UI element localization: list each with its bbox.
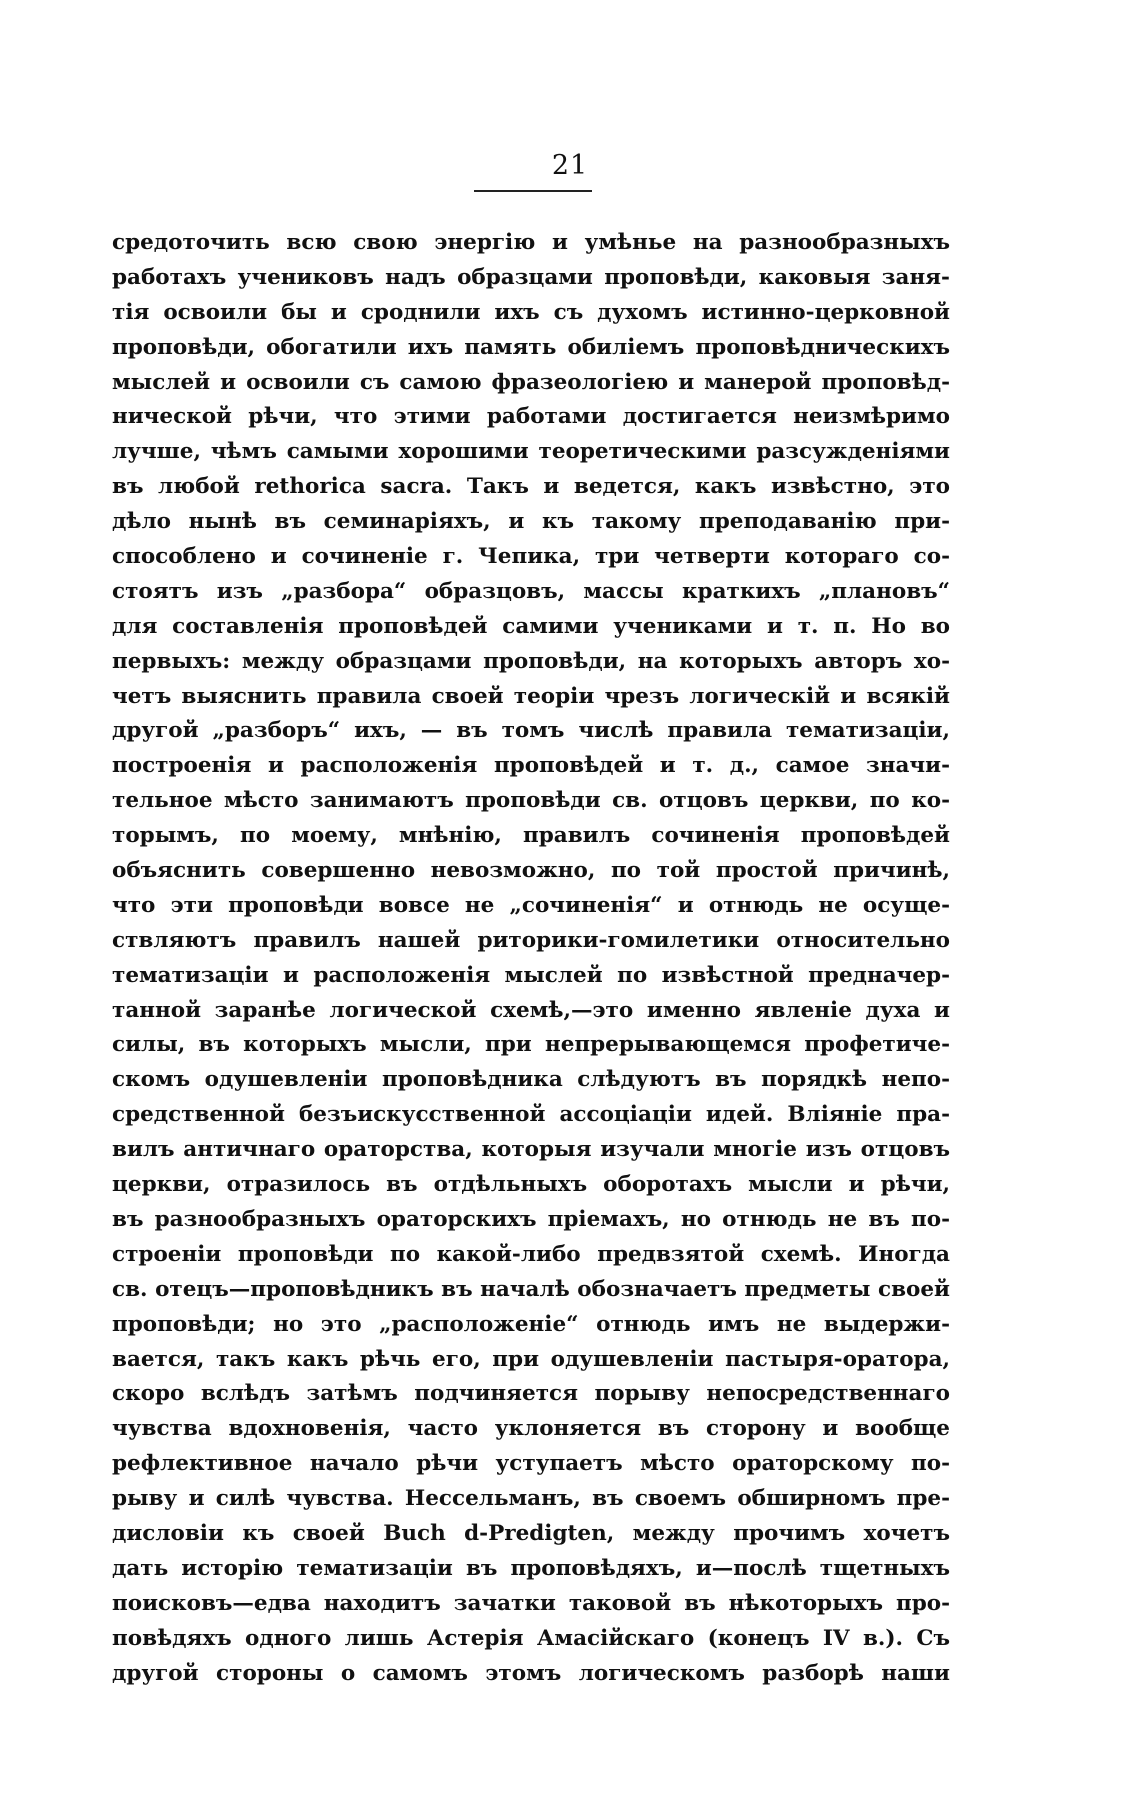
text-line: дать исторію тематизаціи въ проповѣдяхъ, и—послѣ тщетныхъ bbox=[112, 1555, 950, 1581]
text-line: въ любой rethorica sacra. Такъ и ведется, какъ извѣстно, это bbox=[112, 474, 950, 500]
text-line: поисковъ—едва находитъ зачатки таковой въ нѣкоторыхъ про- bbox=[112, 1590, 950, 1616]
text-line: построенія и расположенія проповѣдей и т. д., самое значи- bbox=[112, 753, 950, 779]
text-line: скомъ одушевленіи проповѣдника слѣдуютъ въ порядкѣ непо- bbox=[112, 1067, 950, 1093]
text-line: торымъ, по моему, мнѣнію, правилъ сочиненія проповѣдей bbox=[112, 823, 950, 849]
text-line: мыслей и освоили съ самою фразеологіею и манерой проповѣд- bbox=[112, 369, 950, 395]
page-number: 21 bbox=[551, 150, 589, 181]
text-line: тематизаціи и расположенія мыслей по извѣстной предначер- bbox=[112, 962, 950, 988]
header-rule bbox=[474, 190, 592, 192]
text-line: вается, такъ какъ рѣчь его, при одушевленіи пастыря-оратора, bbox=[112, 1346, 950, 1372]
text-line: первыхъ: между образцами проповѣди, на которыхъ авторъ хо- bbox=[112, 648, 950, 674]
text-line: скоро вслѣдъ затѣмъ подчиняется порыву непосредственнаго bbox=[112, 1381, 950, 1407]
text-line: повѣдяхъ одного лишь Астерія Амасійскаго (конецъ IV в.). Съ bbox=[112, 1625, 950, 1651]
text-line: средоточить всю свою энергію и умѣнье на разнообразныхъ bbox=[112, 230, 950, 255]
text-line: проповѣди, обогатили ихъ память обиліемъ проповѣдническихъ bbox=[112, 334, 950, 360]
text-line: дѣло нынѣ въ семинаріяхъ, и къ такому преподаванію при- bbox=[112, 509, 950, 535]
text-line: стоятъ изъ „разбора“ образцовъ, массы краткихъ „плановъ“ bbox=[112, 578, 950, 604]
text-line: ствляютъ правилъ нашей риторики-гомилетики относительно bbox=[112, 927, 950, 953]
text-line: средственной безъискусственной ассоціаціи идей. Вліяніе пра- bbox=[112, 1102, 950, 1128]
text-line: работахъ учениковъ надъ образцами проповѣди, каковыя заня- bbox=[112, 264, 950, 290]
text-line: лучше, чѣмъ самыми хорошими теоретическими разсужденіями bbox=[112, 439, 950, 465]
text-line: рыву и силѣ чувства. Нессельманъ, въ своемъ обширномъ пре- bbox=[112, 1486, 950, 1512]
text-line: танной заранѣе логической схемѣ,—это именно явленіе духа и bbox=[112, 997, 950, 1023]
text-line: вилъ античнаго ораторства, которыя изучали многіе изъ отцовъ bbox=[112, 1137, 950, 1163]
text-line: силы, въ которыхъ мысли, при непрерывающемся профетиче- bbox=[112, 1032, 950, 1058]
text-line: церкви, отразилось въ отдѣльныхъ оборотахъ мысли и рѣчи, bbox=[112, 1172, 950, 1198]
text-line: св. отецъ—проповѣдникъ въ началѣ обозначаетъ предметы своей bbox=[112, 1276, 950, 1302]
text-line: объяснить совершенно невозможно, по той простой причинѣ, bbox=[112, 858, 950, 884]
text-line: строеніи проповѣди по какой-либо предвзятой схемѣ. Иногда bbox=[112, 1241, 950, 1267]
text-line: для составленія проповѣдей самими учениками и т. п. Но во bbox=[112, 613, 950, 639]
text-line: способлено и сочиненіе г. Чепика, три четверти котораго со- bbox=[112, 544, 950, 570]
text-line: рефлективное начало рѣчи уступаетъ мѣсто ораторскому по- bbox=[112, 1451, 950, 1477]
body-text bbox=[112, 226, 950, 1691]
text-line: въ разнообразныхъ ораторскихъ пріемахъ, но отнюдь не въ по- bbox=[112, 1206, 950, 1232]
text-line: дисловіи къ своей Buch d-Predigten, между прочимъ хочетъ bbox=[112, 1520, 950, 1546]
text-line: чувства вдохновенія, часто уклоняется въ сторону и вообще bbox=[112, 1416, 950, 1442]
text-line: проповѣди; но это „расположеніе“ отнюдь имъ не выдержи- bbox=[112, 1311, 950, 1337]
text-line: что эти проповѣди вовсе не „сочиненія“ и отнюдь не осуще- bbox=[112, 892, 950, 918]
text-line: нической рѣчи, что этими работами достигается неизмѣримо bbox=[112, 404, 950, 430]
text-line: другой „разборъ“ ихъ, — въ томъ числѣ правила тематизаціи, bbox=[112, 718, 950, 744]
text-line: тія освоили бы и сроднили ихъ съ духомъ истинно-церковной bbox=[112, 299, 950, 325]
text-line: тельное мѣсто занимаютъ проповѣди св. отцовъ церкви, по ко- bbox=[112, 788, 950, 814]
text-line: другой стороны о самомъ этомъ логическомъ разборѣ наши bbox=[112, 1660, 950, 1686]
text-line: четъ выяснить правила своей теоріи чрезъ логическій и всякій bbox=[112, 683, 950, 709]
